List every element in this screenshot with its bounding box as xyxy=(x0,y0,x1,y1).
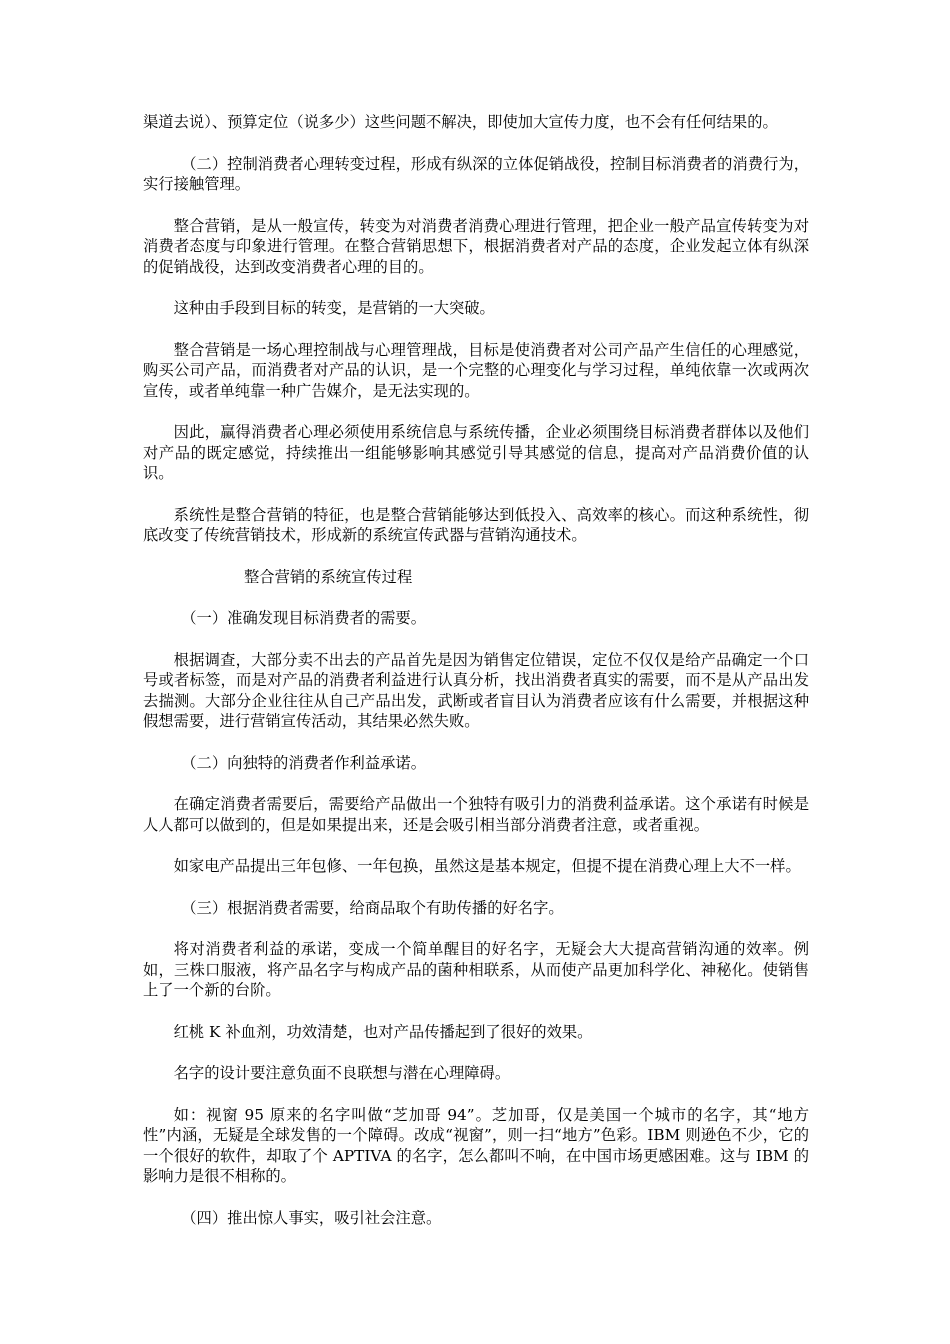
paragraph-continuation: 渠道去说）、预算定位（说多少）这些问题不解决，即使加大宣传力度，也不会有任何结果的。 xyxy=(143,113,778,131)
subheading-find-needs: （一）准确发现目标消费者的需要。 xyxy=(181,609,427,627)
document-page xyxy=(143,112,809,1249)
paragraph-benefit-promise: 在确定消费者需要后，需要给产品做出一个独特有吸引力的消费利益承诺。这个承诺有时候是人人都可以做到的，但是如果提出来，还是会吸引相当部分消费者注意，或者重视。 xyxy=(143,795,809,834)
paragraph-name-efficiency: 将对消费者利益的承诺，变成一个简单醒目的好名字，无疑会大大提高营销沟通的效率。例如，三株口服液，将产品名字与构成产品的菌种相联系，从而使产品更加科学化、神秘化。使销售上了一个新的台阶。 xyxy=(143,940,809,999)
paragraph-breakthrough: 这种由手段到目标的转变，是营销的一大突破。 xyxy=(173,299,495,317)
subheading-control-consumer-psychology: （二）控制消费者心理转变过程，形成有纵深的立体促销战役，控制目标消费者的消费行为，实行接触管理。 xyxy=(143,154,809,193)
paragraph-integrated-marketing-definition: 整合营销，是从一般宣传，转变为对消费者消费心理进行管理，把企业一般产品宣传转变为对消费者态度与印象进行管理。在整合营销思想下，根据消费者对产品的态度，企业发起立体有纵深的促销战役，达到改变消费者心理的目的。 xyxy=(143,216,809,276)
section-heading: 整合营销的系统宣传过程 xyxy=(243,567,413,586)
paragraph-windows-example: 如：视窗 95 原来的名字叫做“芝加哥 94”。芝加哥，仅是美国一个城市的名字，其“地方性”内涵，无疑是全球发售的一个障碍。改成“视窗”，则一扫“地方”色彩。IBM 则逊色不少，它的一个很好的软件，却取了个 APTIVA 的名字，怎么都叫不响，在中国市场更感困难。这与 IBM 的影响力是很不相称的。 xyxy=(143,1105,809,1185)
paragraph-system-communication: 因此，赢得消费者心理必须使用系统信息与系统传播，企业必须围绕目标消费者群体以及他们对产品的既定感觉，持续推出一组能够影响其感觉引导其感觉的信息，提高对产品消费价值的认识。 xyxy=(143,423,809,482)
subheading-benefit-promise: （二）向独特的消费者作利益承诺。 xyxy=(181,753,427,772)
paragraph-hongtao-example: 红桃 K 补血剂，功效清楚，也对产品传播起到了很好的效果。 xyxy=(173,1022,593,1041)
paragraph-survey: 根据调查，大部分卖不出去的产品首先是因为销售定位错误，定位不仅仅是给产品确定一个口号或者标签，而是对产品的消费者利益进行认真分析，找出消费者真实的需要，而不是从产品出发去揣测。大部分企业往往从自己产品出发，武断或者盲目认为消费者应该有什么需要，并根据这种假想需要，进行营销宣传活动，其结果必然失败。 xyxy=(143,650,809,730)
paragraph-name-design-caution: 名字的设计要注意负面不良联想与潜在心理障碍。 xyxy=(173,1064,511,1082)
paragraph-systematic-feature: 系统性是整合营销的特征，也是整合营销能够达到低投入、高效率的核心。而这种系统性，彻底改变了传统营销技术，形成新的系统宣传武器与营销沟通技术。 xyxy=(143,505,809,544)
subheading-good-name: （三）根据消费者需要，给商品取个有助传播的好名字。 xyxy=(181,898,564,917)
subheading-surprising-facts: （四）推出惊人事实，吸引社会注意。 xyxy=(181,1208,442,1227)
paragraph-psychological-war: 整合营销是一场心理控制战与心理管理战，目标是使消费者对公司产品产生信任的心理感觉，购买公司产品，而消费者对产品的认识，是一个完整的心理变化与学习过程，单纯依靠一次或两次宣传，或者单纯靠一种广告媒介，是无法实现的。 xyxy=(143,340,809,400)
paragraph-appliance-example: 如家电产品提出三年包修、一年包换，虽然这是基本规定，但提不提在消费心理上大不一样。 xyxy=(173,857,801,875)
